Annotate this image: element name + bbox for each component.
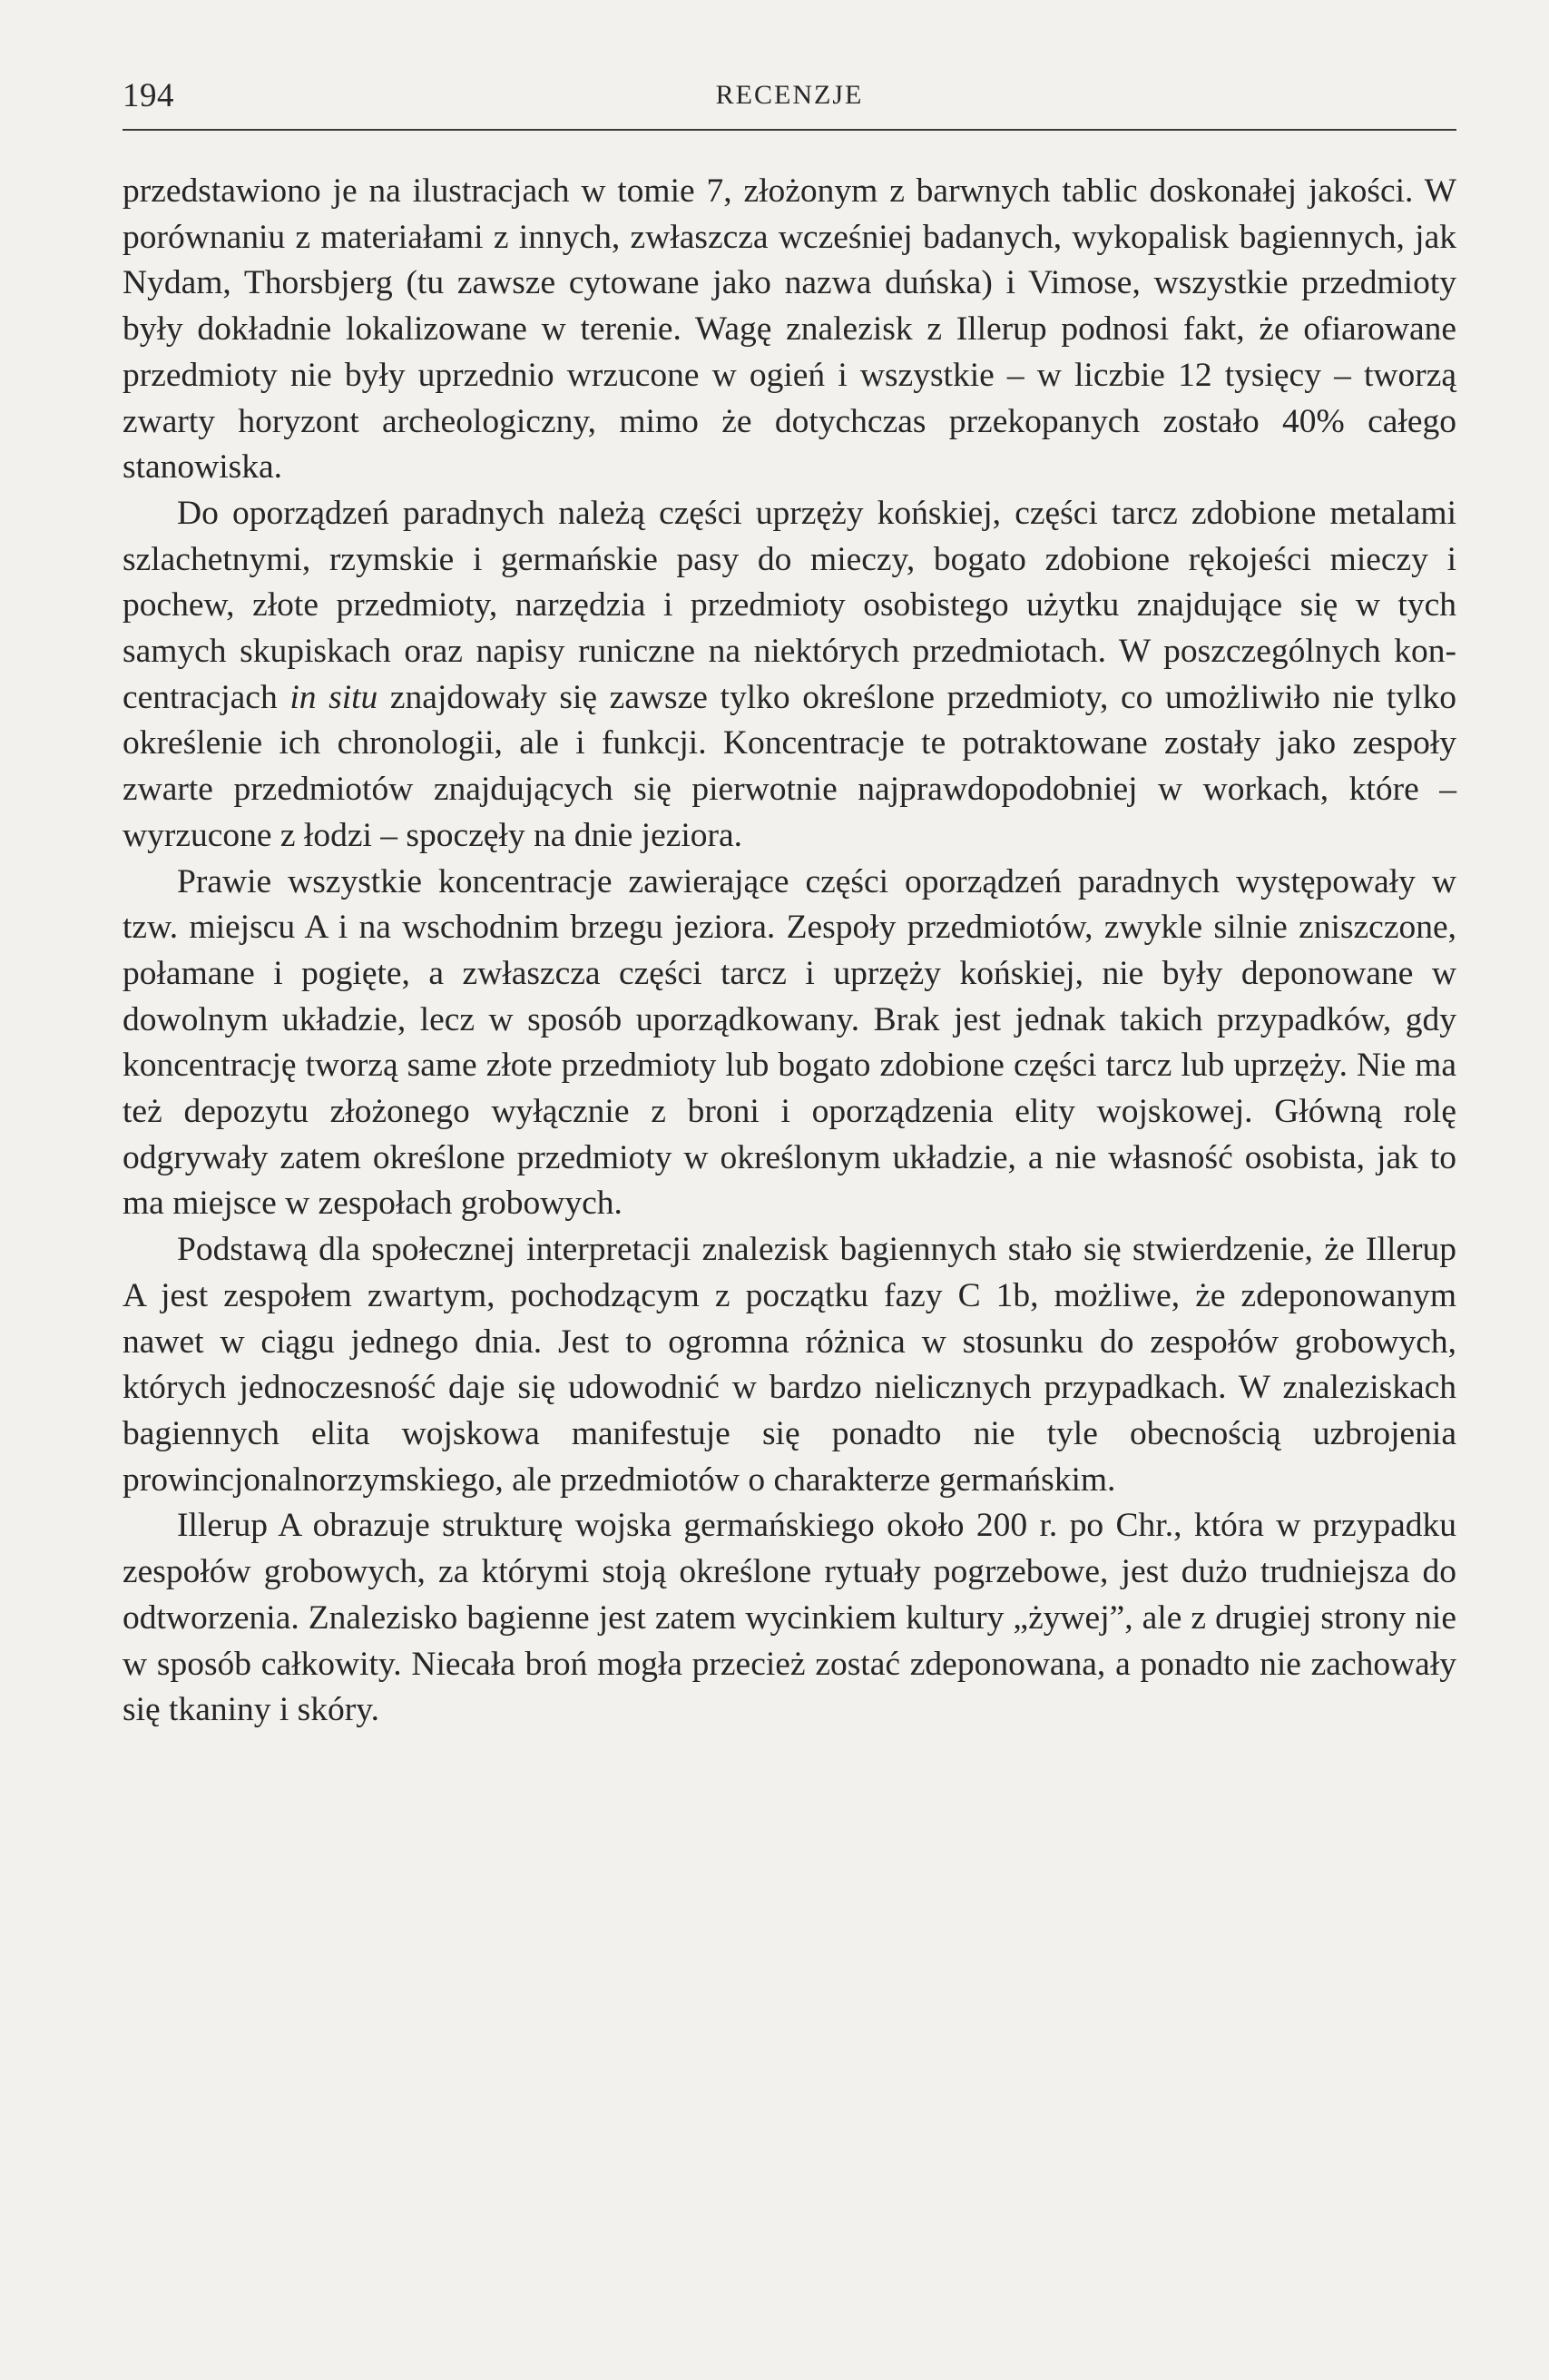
paragraph-2	[123, 491, 1456, 860]
header-rule	[123, 129, 1456, 131]
running-header	[123, 76, 1456, 122]
paragraph-5: Illerup A obrazuje strukturę wojska germańskiego około 200 r. po Chr., która w przypadku zespołów grobowych, za którymi stoją określone rytuały pogrzebowe, jest dużo trudniejsza do odtworzenia. Znalezisko bagienne jest zatem wycinkiem kultury „żywej”, ale z drugiej strony nie w sposób całkowity. Niecała broń mogła przecież zostać zdeponowana, a ponadto nie zachowały się tkaniny i skóry.	[123, 1507, 1456, 1729]
latin-term-in-situ: in situ	[289, 678, 378, 716]
paragraph-3: Prawie wszystkie koncentracje zawierające części oporządzeń paradnych występowały w tzw. miejscu A i na wschodnim brzegu jeziora. Zespoły przedmiotów, zwykle silnie zniszczone, połamane i pogięte, a zwłaszcza części tarcz i uprzęży końskiej, nie były deponowane w dowolnym układzie, lecz w sposób uporządkowany. Brak jest jednak takich przypadków, gdy koncentrację tworzą same złote przedmioty lub bogato zdobione części tarcz lub uprzęży. Nie ma też depozytu złożonego wyłącznie z broni i oporządzenia elity wojskowej. Główną rolę odgrywały zatem określone przedmioty w określonym układzie, a nie własność osobista, jak to ma miejsce w zespołach grobowych.	[123, 862, 1456, 1223]
paragraph-2-part-1: Do oporządzeń paradnych należą części uprzęży końskiej, części tarcz zdobione metalami szlachetnymi, rzymskie i germańskie pasy do mieczy, bogato zdobione rękojeści mieczy i pochew, złote przedmioty, narzędzia i przedmioty osobistego użytku znajdujące się w tych samych skupiskach oraz napisy runiczne na niektórych przedmiotach. W poszczególnych koncentracjach	[123, 494, 1456, 716]
paragraph-4: Podstawą dla społecznej interpretacji znalezisk bagiennych stało się stwierdzenie, że Illerup A jest zespołem zwartym, pochodzącym z początku fazy C 1b, możliwe, że zdeponowanym nawet w ciągu jednego dnia. Jest to ogromna różnica w stosunku do zespołów grobowych, których jednoczesność daje się udowodnić w bardzo nielicznych przypadkach. W znaleziskach bagiennych elita wojskowa manifestuje się ponadto nie tyle obecnością uzbrojenia prowincjonalnorzymskiego, ale przedmiotów o charakterze germańskim.	[123, 1231, 1456, 1499]
running-title: RECENZJE	[715, 80, 864, 110]
paragraph-1: przedstawiono je na ilustracjach w tomie 7, złożonym z barwnych tablic doskonałej jakości. W porównaniu z materiałami z innych, zwłaszcza wcześniej badanych, wykopalisk bagiennych, jak Nydam, Thorsbjerg (tu zawsze cytowane jako nazwa duńska) i Vimose, wszystkie przedmioty były dokładnie lokalizowane w terenie. Wagę znalezisk z Illerup podnosi fakt, że ofiarowane przedmioty nie były uprzednio wrzucone w ogień i wszystkie – w liczbie 12 tysięcy – tworzą zwarty horyzont archeologiczny, mimo że dotychczas przekopanych zostało 40% całego stanowiska.	[123, 172, 1456, 487]
article-body	[123, 169, 1456, 1734]
paragraph-2-part-2: znajdowały się zawsze tylko określone przedmioty, co umożliwiło nie tylko określenie ich chronologii, ale i funkcji. Koncentracje te potraktowane zostały jako zespoły zwarte przedmiotów znajdujących się pierwotnie najprawdopodobniej w workach, które – wyrzucone z łodzi – spoczęły na dnie jeziora.	[123, 678, 1456, 854]
page-number: 194	[123, 77, 174, 114]
